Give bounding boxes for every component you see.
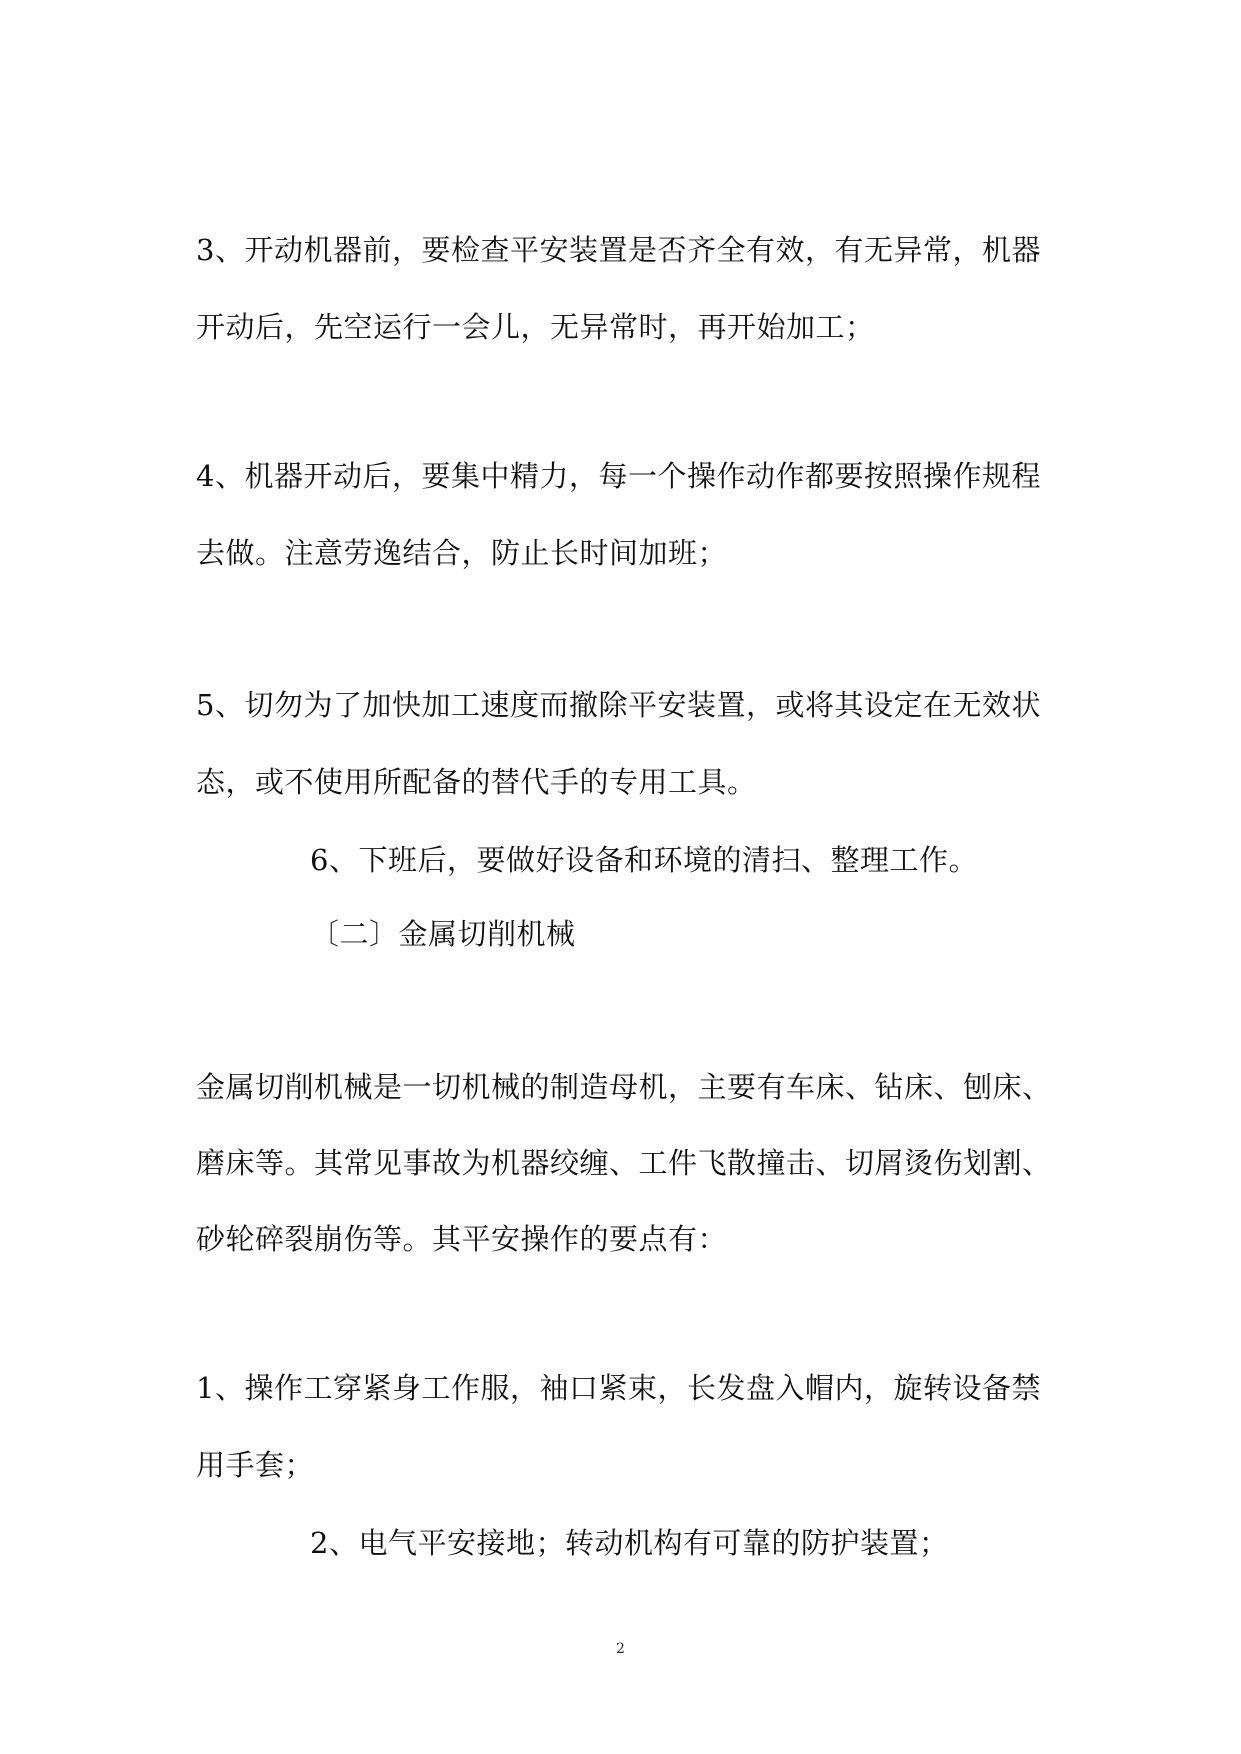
- paragraph-6: 6、下班后，要做好设备和环境的清扫、整理工作。: [310, 843, 978, 877]
- item-2: 2、电气平安接地；转动机构有可靠的防护装置；: [310, 1526, 949, 1560]
- paragraph-3-line-1: 3、开动机器前，要检查平安装置是否齐全有效，有无异常，机器: [196, 233, 1041, 267]
- paragraph-5-line-2: 态，或不使用所配备的替代手的专用工具。: [196, 765, 757, 799]
- item-1-line-2: 用手套；: [196, 1448, 315, 1482]
- paragraph-3-line-2: 开动后，先空运行一会儿，无异常时，再开始加工；: [196, 310, 875, 344]
- intro-line-1: 金属切削机械是一切机械的制造母机，主要有车床、钻床、刨床、: [196, 1070, 1052, 1104]
- paragraph-4-line-1: 4、机器开动后，要集中精力，每一个操作动作都要按照操作规程: [196, 459, 1041, 493]
- paragraph-4-line-2: 去做。注意劳逸结合，防止长时间加班；: [196, 536, 728, 570]
- item-1-line-1: 1、操作工穿紧身工作服，袖口紧束，长发盘入帽内，旋转设备禁: [196, 1371, 1041, 1405]
- intro-line-3: 砂轮碎裂崩伤等。其平安操作的要点有：: [196, 1222, 728, 1256]
- paragraph-5-line-1: 5、切勿为了加快加工速度而撤除平安装置，或将其设定在无效状: [196, 688, 1041, 722]
- page-number: 2: [616, 1641, 625, 1657]
- intro-line-2: 磨床等。其常见事故为机器绞缠、工件飞散撞击、切屑烫伤划割、: [196, 1146, 1052, 1180]
- section-heading: 〔二〕金属切削机械: [310, 917, 576, 951]
